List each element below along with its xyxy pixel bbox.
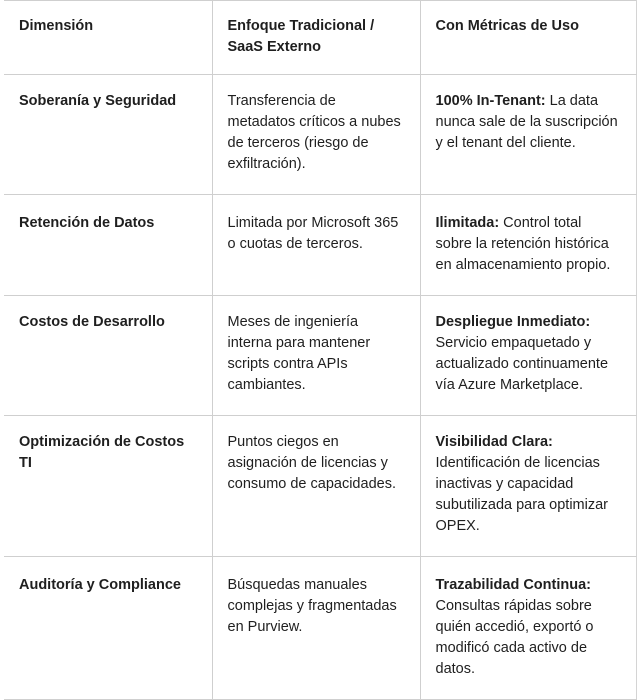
header-row [4, 1, 636, 75]
metrics-description: Servicio empaquetado y actualizado continuamente vía Azure Marketplace. [435, 335, 609, 393]
metrics-cell [420, 195, 636, 296]
metrics-cell [420, 296, 636, 416]
metrics-cell [420, 557, 636, 700]
metrics-description: Consultas rápidas sobre quién accedió, exportó o modificó cada activo de datos. [435, 598, 594, 677]
metrics-description: La data nunca sale de la suscripción y el tenant del cliente. [435, 93, 618, 151]
metrics-cell [420, 416, 636, 557]
table-row [4, 557, 636, 700]
metrics-highlight: Trazabilidad Continua: [435, 577, 591, 593]
metrics-description: Control total sobre la retención histórica en almacenamiento propio. [435, 215, 611, 273]
comparison-table [4, 0, 637, 700]
table-row [4, 416, 636, 557]
dimension-cell: Optimización de Costos TI [4, 416, 212, 557]
table-row [4, 75, 636, 195]
traditional-cell: Transferencia de metadatos críticos a nubes de terceros (riesgo de exfiltración). [212, 75, 420, 195]
dimension-cell: Costos de Desarrollo [4, 296, 212, 416]
dimension-cell: Auditoría y Compliance [4, 557, 212, 700]
metrics-description: Identificación de licencias inactivas y capacidad subutilizada para optimizar OPEX. [435, 455, 608, 534]
metrics-highlight: Ilimitada: [435, 215, 500, 231]
metrics-highlight: Despliegue Inmediato: [435, 314, 591, 330]
dimension-cell: Soberanía y Seguridad [4, 75, 212, 195]
traditional-cell: Limitada por Microsoft 365 o cuotas de terceros. [212, 195, 420, 296]
table-row [4, 195, 636, 296]
traditional-cell: Meses de ingeniería interna para mantener scripts contra APIs cambiantes. [212, 296, 420, 416]
dimension-cell: Retención de Datos [4, 195, 212, 296]
traditional-cell: Puntos ciegos en asignación de licencias y consumo de capacidades. [212, 416, 420, 557]
metrics-cell [420, 75, 636, 195]
header-metrics: Con Métricas de Uso [420, 1, 636, 75]
table-row [4, 296, 636, 416]
metrics-highlight: Visibilidad Clara: [435, 434, 553, 450]
header-dimension: Dimensión [4, 1, 212, 75]
traditional-cell: Búsquedas manuales complejas y fragmentadas en Purview. [212, 557, 420, 700]
metrics-highlight: 100% In-Tenant: [435, 93, 546, 109]
header-traditional: Enfoque Tradicional / SaaS Externo [212, 1, 420, 75]
